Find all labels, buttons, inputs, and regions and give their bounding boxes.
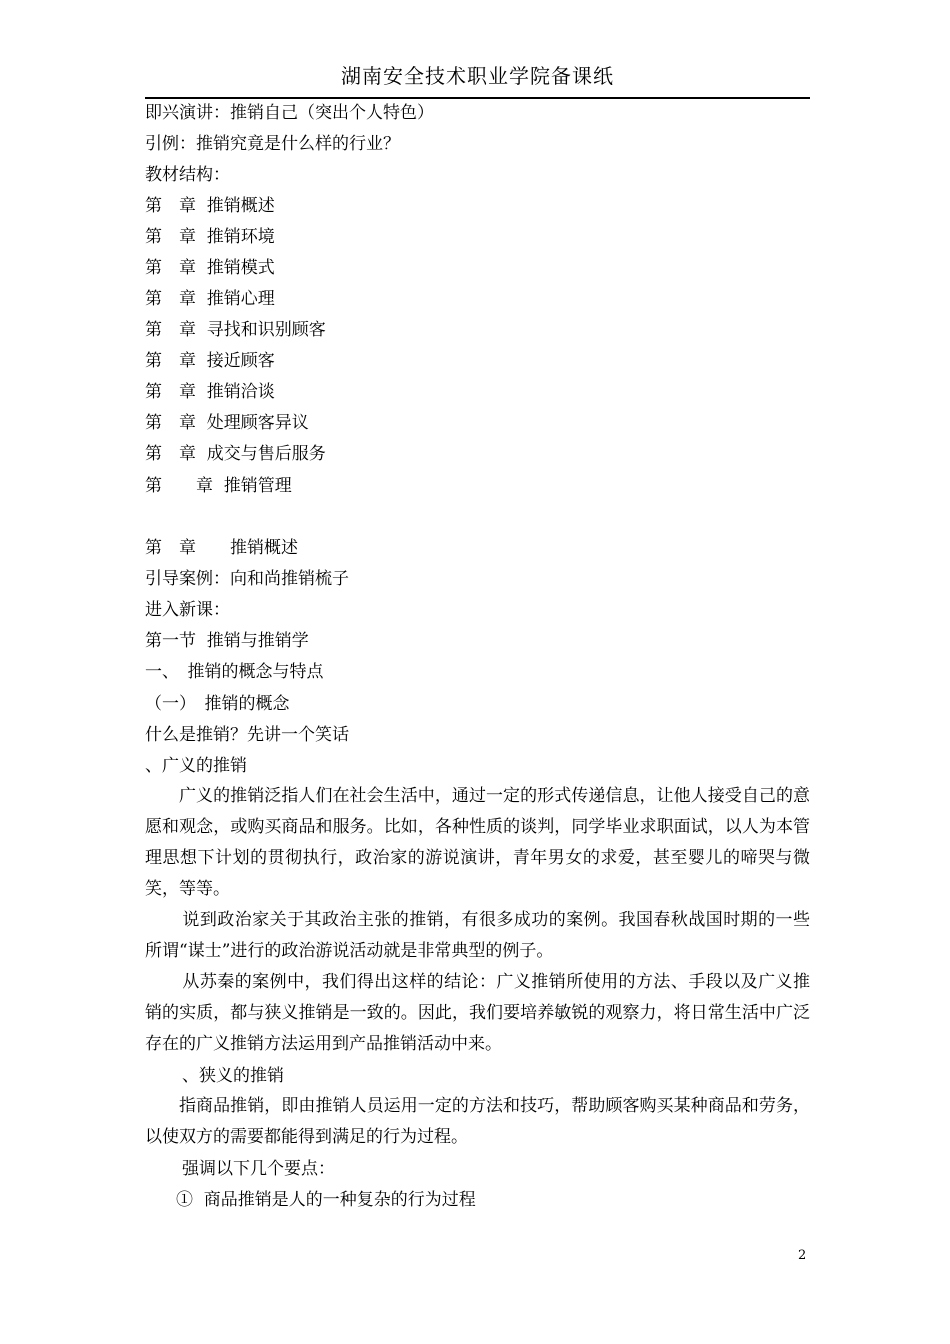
toc-item: 第 章 推销概述 xyxy=(145,196,275,216)
lead-case: 引导案例：向和尚推销梳子 xyxy=(145,569,349,589)
toc-item: 第 章 推销环境 xyxy=(145,227,275,247)
broad-sense-paragraph: 广义的推销泛指人们在社会生活中，通过一定的形式传递信息，让他人接受自己的意愿和观念，或购买商品和服务。比如，各种性质的谈判，同学毕业求职面试，以人为本管理思想下计划的贯彻执行，政治家的游说演讲，青年男女的求爱，甚至婴儿的啼哭与微笑，等等。 xyxy=(145,786,810,899)
toc-item: 第 章 推销心理 xyxy=(145,289,275,309)
point-item: ① 商品推销是人的一种复杂的行为过程 xyxy=(176,1190,476,1210)
intro-line: 即兴演讲：推销自己（突出个人特色） xyxy=(145,103,434,123)
broad-sense-paragraph: 说到政治家关于其政治主张的推销，有很多成功的案例。我国春秋战国时期的一些所谓“谋士”进行的政治游说活动就是非常典型的例子。 xyxy=(145,910,810,961)
toc-item: 第 章 推销洽谈 xyxy=(145,382,275,402)
toc-item: 第 章 推销模式 xyxy=(145,258,275,278)
broad-sense-title: 、广义的推销 xyxy=(145,756,247,776)
narrow-sense-paragraph: 指商品推销，即由推销人员运用一定的方法和技巧，帮助顾客购买某种商品和劳务，以使双方的需要都能得到满足的行为过程。 xyxy=(145,1096,810,1147)
chapter-heading: 第 章 推销概述 xyxy=(145,538,298,558)
toc-item: 第 章 接近顾客 xyxy=(145,351,275,371)
toc-item: 第 章 成交与售后服务 xyxy=(145,444,326,464)
section-heading: 第一节 推销与推销学 xyxy=(145,631,309,651)
toc-item: 第 章 推销管理 xyxy=(145,476,292,496)
subsection-heading: 一、 推销的概念与特点 xyxy=(145,662,324,682)
toc-item: 第 章 处理顾客异议 xyxy=(145,413,309,433)
sub-subsection-heading: （一） 推销的概念 xyxy=(145,694,290,714)
intro-line: 教材结构： xyxy=(145,165,230,185)
page-title: 湖南安全技术职业学院备课纸 xyxy=(341,64,614,88)
broad-sense-paragraph: 从苏秦的案例中，我们得出这样的结论：广义推销所使用的方法、手段以及广义推销的实质，都与狭义推销是一致的。因此，我们要培养敏锐的观察力，将日常生活中广泛存在的广义推销方法运用到产品推销活动中来。 xyxy=(145,972,810,1054)
narrow-sense-title: 、狭义的推销 xyxy=(182,1066,284,1086)
page-number: 2 xyxy=(798,1248,807,1263)
enter-new-lesson: 进入新课： xyxy=(145,600,230,620)
toc-item: 第 章 寻找和识别顾客 xyxy=(145,320,326,340)
intro-line: 引例：推销究竟是什么样的行业？ xyxy=(145,134,400,154)
header-divider xyxy=(145,97,810,99)
emphasis-line: 强调以下几个要点： xyxy=(182,1159,335,1179)
question-line: 什么是推销？先讲一个笑话 xyxy=(145,725,349,745)
